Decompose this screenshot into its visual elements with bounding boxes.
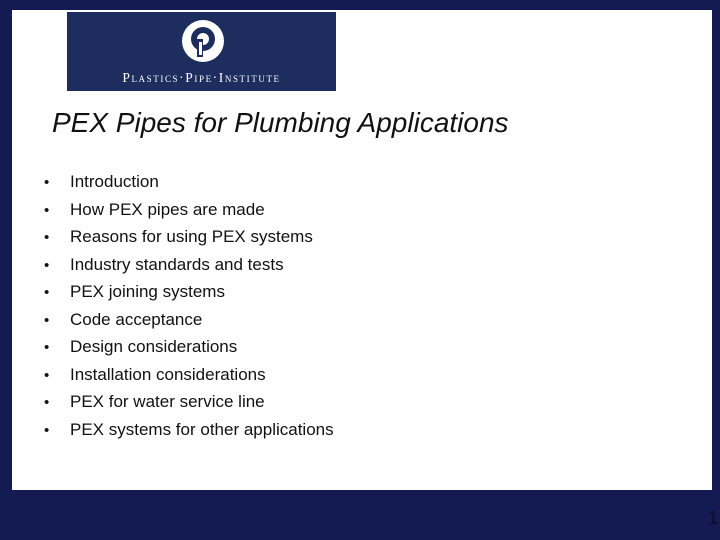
bullet-item bbox=[44, 200, 334, 228]
bullet-text: Code acceptance bbox=[70, 309, 203, 329]
bullet-dot-icon: • bbox=[44, 366, 50, 384]
logo-organization-name: Plastics·Pipe·Institute bbox=[122, 70, 281, 85]
bullet-text: Introduction bbox=[70, 172, 159, 191]
bullet-item bbox=[44, 255, 334, 283]
bullet-dot-icon: • bbox=[44, 229, 50, 246]
bullet-list bbox=[44, 172, 334, 447]
bullet-item bbox=[44, 227, 334, 255]
bullet-item bbox=[44, 282, 334, 310]
slide-title: PEX Pipes for Plumbing Applications bbox=[52, 107, 509, 138]
logo bbox=[67, 12, 336, 91]
bullet-dot-icon: • bbox=[44, 174, 50, 191]
bullet-dot-icon: • bbox=[44, 256, 50, 274]
bullet-dot-icon: • bbox=[44, 421, 50, 439]
bullet-text: Reasons for using PEX systems bbox=[70, 227, 313, 246]
bullet-item bbox=[44, 172, 334, 200]
bullet-item bbox=[44, 310, 334, 338]
bullet-dot-icon: • bbox=[44, 201, 50, 219]
bullet-dot-icon: • bbox=[44, 311, 50, 329]
bullet-item bbox=[44, 392, 334, 420]
footer-bar bbox=[0, 490, 720, 540]
bullet-text: PEX joining systems bbox=[70, 282, 225, 301]
content-panel bbox=[12, 10, 712, 490]
bullet-text: Industry standards and tests bbox=[70, 254, 284, 274]
bullet-text: Design considerations bbox=[70, 337, 238, 356]
bullet-dot-icon: • bbox=[44, 284, 50, 301]
bullet-text: PEX for water service line bbox=[70, 392, 265, 411]
bullet-text: Installation considerations bbox=[70, 364, 266, 384]
bullet-dot-icon: • bbox=[44, 339, 50, 356]
bullet-item bbox=[44, 420, 334, 448]
bullet-text: How PEX pipes are made bbox=[70, 199, 265, 219]
bullet-item bbox=[44, 337, 334, 365]
page-number: 1 bbox=[707, 508, 718, 528]
bullet-item bbox=[44, 365, 334, 393]
bullet-dot-icon: • bbox=[44, 394, 50, 411]
ppi-logo-mark-icon bbox=[180, 18, 226, 64]
bullet-text: PEX systems for other applications bbox=[70, 419, 334, 439]
